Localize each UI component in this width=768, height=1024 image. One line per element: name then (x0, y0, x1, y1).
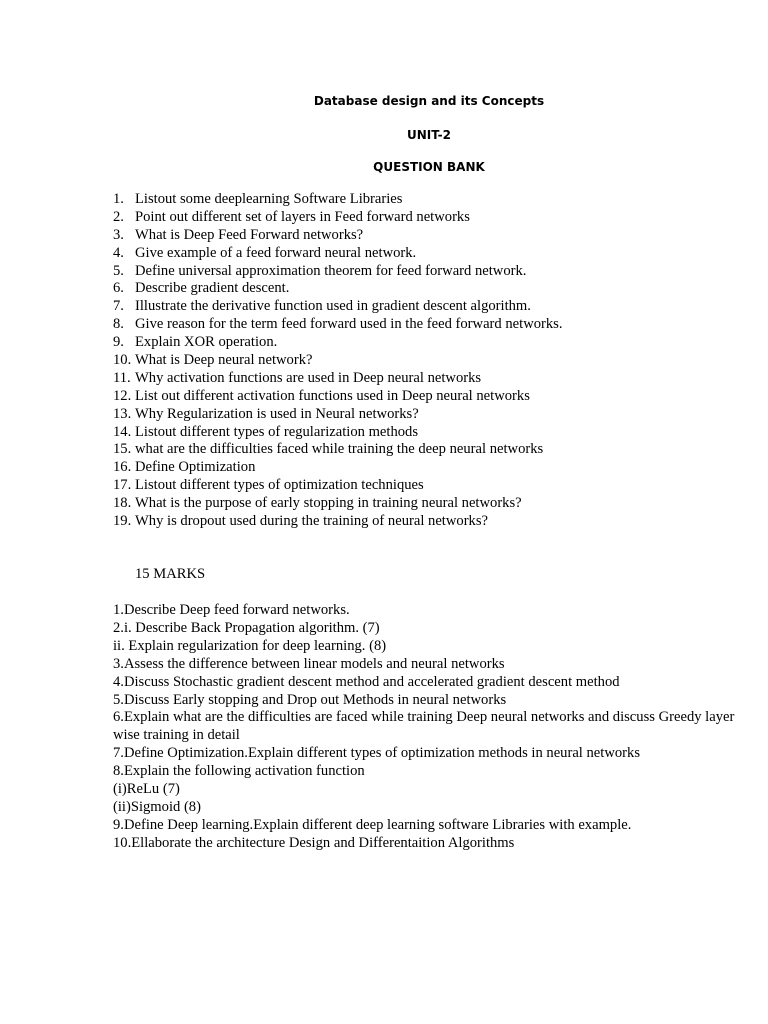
question-number: 8. (113, 316, 124, 333)
question-number: 15. (113, 441, 132, 458)
question-text: Describe gradient descent. (135, 280, 290, 297)
question-number: 2. (113, 208, 124, 225)
marks-heading: 15 MARKS (135, 566, 206, 582)
question-text: List out different activation functions used in Deep neural networks (135, 387, 530, 404)
question-item (113, 459, 563, 477)
question-text: What is Deep neural network? (135, 352, 313, 369)
question-item (113, 263, 563, 281)
question-item (113, 441, 563, 459)
question-number: 19. (113, 513, 132, 530)
question-number: 6. (113, 280, 124, 297)
question-item (113, 280, 563, 298)
question-item (113, 495, 563, 513)
question-text: Listout different types of regularization methods (135, 423, 419, 440)
question-item (113, 191, 563, 209)
question-number: 4. (113, 244, 124, 261)
marks-question-line: 7.Define Optimization.Explain different types of optimization methods in neural networks (113, 745, 641, 762)
marks-question-line: (ii)Sigmoid (8) (113, 798, 201, 815)
question-number: 3. (113, 226, 124, 243)
question-number: 10. (113, 352, 132, 369)
marks-question-line: 2.i. Describe Back Propagation algorithm. (7) (113, 619, 380, 636)
question-item (113, 209, 563, 227)
question-item (113, 352, 563, 370)
question-text: Listout different types of optimization techniques (135, 477, 424, 494)
question-number: 18. (113, 495, 132, 512)
unit-heading: UNIT-2 (406, 128, 451, 142)
question-text: Why is dropout used during the training of neural networks? (135, 513, 489, 530)
question-item (113, 316, 563, 334)
question-text: what are the difficulties faced while training the deep neural networks (135, 441, 544, 458)
section-heading: QUESTION BANK (373, 160, 485, 174)
question-item (113, 406, 563, 424)
question-item (113, 298, 563, 316)
question-text: Define universal approximation theorem for feed forward network. (135, 262, 527, 279)
question-item (113, 227, 563, 245)
question-number: 17. (113, 477, 132, 494)
question-item (113, 388, 563, 406)
question-number: 13. (113, 405, 132, 422)
question-item (113, 513, 563, 531)
marks-question-line: 3.Assess the difference between linear models and neural networks (113, 655, 505, 672)
question-text: Listout some deeplearning Software Libraries (135, 191, 403, 207)
question-number: 11. (113, 369, 131, 386)
marks-question-line: 6.Explain what are the difficulties are faced while training Deep neural networks and discuss Greedy layer wise training in detail (113, 709, 735, 744)
question-number: 5. (113, 262, 124, 279)
question-text: Define Optimization (135, 459, 256, 476)
marks-question-line: (i)ReLu (7) (113, 781, 180, 798)
question-item (113, 477, 563, 495)
question-item (113, 334, 563, 352)
document-title: Database design and its Concepts (313, 94, 545, 108)
question-text: Illustrate the derivative function used in gradient descent algorithm. (135, 298, 531, 315)
marks-question-list (113, 602, 763, 853)
question-text: Explain XOR operation. (135, 334, 278, 351)
question-number: 9. (113, 334, 124, 351)
question-text: What is the purpose of early stopping in training neural networks? (135, 495, 522, 512)
question-number: 7. (113, 298, 124, 315)
question-number: 14. (113, 423, 132, 440)
marks-question-line: 4.Discuss Stochastic gradient descent method and accelerated gradient descent method (113, 673, 620, 690)
question-text: What is Deep Feed Forward networks? (135, 226, 364, 243)
question-item (113, 424, 563, 442)
question-text: Why activation functions are used in Deep neural networks (135, 369, 482, 386)
question-number: 16. (113, 459, 132, 476)
marks-question-line: 5.Discuss Early stopping and Drop out Methods in neural networks (113, 691, 507, 708)
question-item (113, 370, 563, 388)
question-item (113, 245, 563, 263)
question-list (113, 191, 563, 531)
marks-question-line: 8.Explain the following activation function (113, 763, 365, 780)
question-text: Point out different set of layers in Feed forward networks (135, 208, 470, 225)
question-text: Give reason for the term feed forward used in the feed forward networks. (135, 316, 563, 333)
question-text: Give example of a feed forward neural network. (135, 244, 417, 261)
marks-question-line: 9.Define Deep learning.Explain different deep learning software Libraries with example. (113, 816, 632, 833)
marks-question-line: ii. Explain regularization for deep learning. (8) (113, 637, 387, 654)
question-text: Why Regularization is used in Neural networks? (135, 405, 419, 422)
marks-question-line: 10.Ellaborate the architecture Design and Differentaition Algorithms (113, 834, 515, 851)
question-number: 12. (113, 387, 132, 404)
marks-question-line: 1.Describe Deep feed forward networks. (113, 602, 350, 618)
question-number: 1. (113, 191, 124, 207)
